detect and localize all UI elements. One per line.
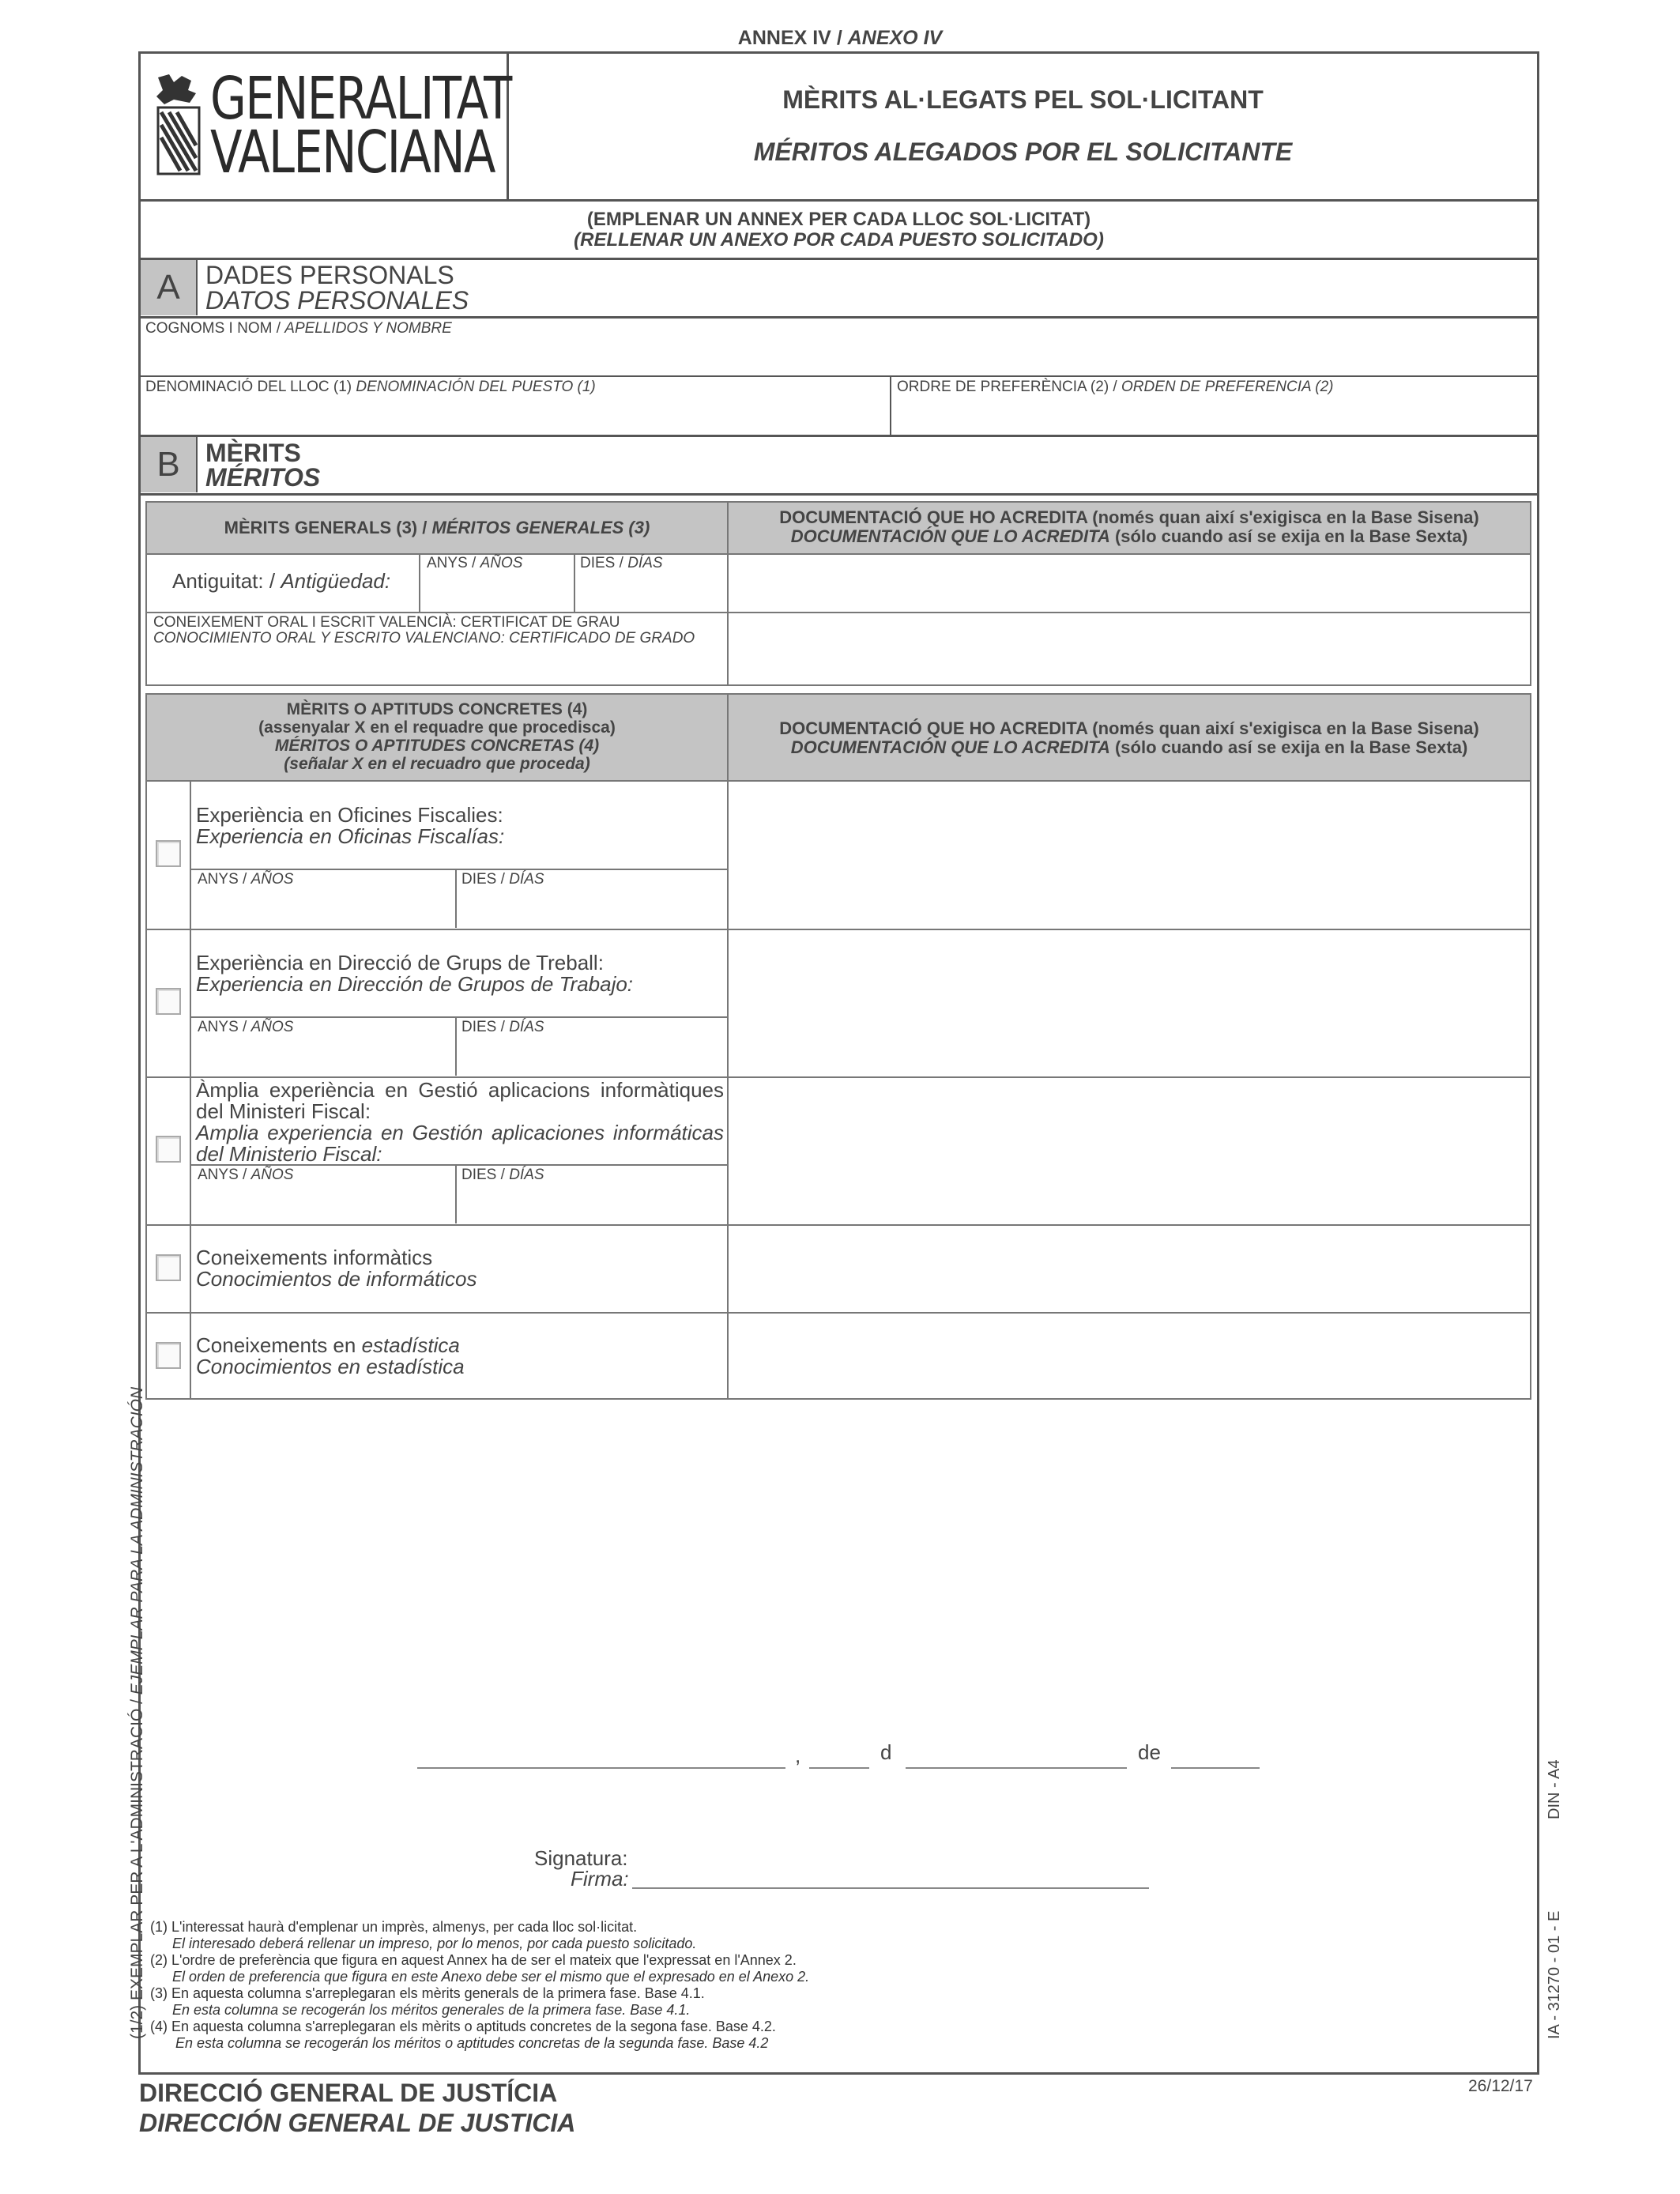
day-field[interactable] bbox=[809, 1767, 869, 1769]
antiguitat-years-field[interactable] bbox=[420, 572, 572, 610]
year-field[interactable] bbox=[1171, 1767, 1260, 1769]
divider bbox=[190, 1016, 727, 1018]
merit-item-3-days-label: DIES / DÍAS bbox=[461, 1167, 544, 1183]
post-field[interactable] bbox=[141, 398, 887, 433]
footnote-1: (1) L'interessat haurà d'emplenar un imprès, almenys, per cada lloc sol·licitat. El interesado deberá rellenar un impreso, por lo menos, por cada puesto solicitado. bbox=[150, 1919, 697, 1951]
divider bbox=[138, 258, 1539, 260]
divider bbox=[138, 199, 1539, 202]
antiguitat-doc-field[interactable] bbox=[729, 555, 1530, 610]
logo-line-2: VALENCIANA bbox=[210, 119, 495, 187]
merit-item-4-doc-field[interactable] bbox=[729, 1226, 1530, 1311]
antiguitat-days-label: DIES / DÍAS bbox=[580, 555, 663, 571]
name-field[interactable] bbox=[141, 340, 1537, 375]
section-b-title-ca: MÈRITS bbox=[205, 439, 301, 467]
divider bbox=[138, 435, 1539, 437]
order-field-label: ORDRE DE PREFERÈNCIA (2) / ORDEN DE PREFERENCIA (2) bbox=[897, 379, 1334, 395]
order-field[interactable] bbox=[893, 398, 1537, 433]
antiguitat-years-label: ANYS / AÑOS bbox=[427, 555, 523, 571]
merit-item-3-years-field[interactable] bbox=[191, 1184, 454, 1222]
footnotes bbox=[150, 1919, 809, 2052]
section-b-letter: B bbox=[141, 437, 196, 492]
valencia-doc-field[interactable] bbox=[729, 613, 1530, 684]
logo-line-1: GENERALITAT bbox=[210, 65, 511, 133]
merit-item-2-doc-field[interactable] bbox=[729, 930, 1530, 1075]
date-comma: , bbox=[795, 1744, 801, 1767]
merit-item-2-years-label: ANYS / AÑOS bbox=[198, 1019, 294, 1035]
signature-label-ca: Signatura: bbox=[534, 1846, 628, 1870]
antiguitat-label: Antiguitat: / Antigüedad: bbox=[172, 569, 391, 593]
divider bbox=[190, 869, 727, 870]
form-date-code: 26/12/17 bbox=[1468, 2077, 1533, 2095]
merit-item-1-years-field[interactable] bbox=[191, 888, 454, 926]
date-de: de bbox=[1138, 1740, 1161, 1764]
merit-item-2-years-field[interactable] bbox=[191, 1036, 454, 1074]
side-copy-label: (1/2) EXEMPLAR PER A L'ADMINISTRACIÓ / EJEMPLAR PARA LA ADMINISTRACIÓN bbox=[128, 1386, 146, 2039]
instruction-ca: (EMPLENAR UN ANNEX PER CADA LLOC SOL·LICITAT) bbox=[586, 209, 1091, 230]
merit-item-3-days-field[interactable] bbox=[457, 1184, 725, 1222]
merit-item-1-years-label: ANYS / AÑOS bbox=[198, 871, 294, 888]
antiguitat-days-field[interactable] bbox=[575, 572, 725, 610]
documentation-header-2: DOCUMENTACIÓ QUE HO ACREDITA (només quan així s'exigisca en la Base Sisena) DOCUMENTACIÓN QUE LO ACREDITA (sólo cuando así se exija en la Base Sexta) bbox=[779, 718, 1479, 757]
footnote-3: (3) En aquesta columna s'arreplegaran els mèrits generals de la primera fase. Base 4.1. En esta columna se recogerán los méritos generales de la primera fase. Base 4.1. bbox=[150, 1985, 705, 2018]
signature-field[interactable] bbox=[632, 1887, 1149, 1889]
divider bbox=[190, 780, 191, 1400]
merit-item-3-years-label: ANYS / AÑOS bbox=[198, 1167, 294, 1183]
footnote-2: (2) L'ordre de preferència que figura en aquest Annex ha de ser el mateix que l'expressat en l'Annex 2. El orden de preferencia que figura en este Anexo debe ser el mismo que el expresado en el Anexo 2. bbox=[150, 1952, 810, 1985]
valencia-label: CONEIXEMENT ORAL I ESCRIT VALENCIÀ: CERTIFICAT DE GRAU CONOCIMIENTO ORAL Y ESCRITO VALENCIANO: CERTIFICADO DE GRADO bbox=[153, 614, 695, 647]
merit-item-2-days-label: DIES / DÍAS bbox=[461, 1019, 544, 1035]
concrete-merits-header-label: MÈRITS O APTITUDS CONCRETES (4) (assenyalar X en el requadre que procedisca) MÉRITOS O APTITUDES CONCRETAS (4) (señalar X en el recuadro que proceda) bbox=[258, 700, 616, 773]
merit-item-3-doc-field[interactable] bbox=[729, 1078, 1530, 1223]
form-code: IA - 31270 - 01 - E bbox=[1546, 1910, 1563, 2039]
section-a-letter: A bbox=[141, 260, 196, 315]
instruction-es: (RELLENAR UN ANEXO POR CADA PUESTO SOLICITADO) bbox=[574, 229, 1104, 251]
divider bbox=[196, 260, 198, 315]
footer-department-ca: DIRECCIÓ GENERAL DE JUSTÍCIA bbox=[139, 2079, 558, 2107]
divider bbox=[190, 1164, 727, 1166]
merit-item-5-label: Coneixements en estadística Conocimientos en estadística bbox=[196, 1333, 465, 1378]
name-field-label: COGNOMS I NOM / APELLIDOS Y NOMBRE bbox=[145, 320, 452, 337]
merit-item-3-label: Àmplia experiència en Gestió aplicacions informàtiques del Ministeri Fiscal: Amplia experiencia en Gestión aplicaciones informáticas del Ministerio Fiscal: bbox=[196, 1078, 724, 1166]
merit-item-2-days-field[interactable] bbox=[457, 1036, 725, 1074]
merit-checkbox-5[interactable] bbox=[156, 1342, 181, 1369]
merit-checkbox-2[interactable] bbox=[156, 988, 181, 1015]
merit-checkbox-4[interactable] bbox=[156, 1254, 181, 1281]
logo bbox=[150, 65, 511, 187]
divider bbox=[138, 493, 1539, 496]
general-merits-header-label: MÈRITS GENERALS (3) / MÉRITOS GENERALES (3) bbox=[224, 518, 650, 537]
month-field[interactable] bbox=[906, 1767, 1127, 1769]
divider bbox=[138, 375, 1539, 377]
merit-item-2-label: Experiència en Direcció de Grups de Treball: Experiencia en Dirección de Grupos de Trabajo: bbox=[196, 951, 634, 996]
divider bbox=[138, 316, 1539, 319]
section-a-title-ca: DADES PERSONALS bbox=[205, 261, 454, 289]
date-d: d bbox=[880, 1740, 892, 1764]
place-field[interactable] bbox=[417, 1767, 785, 1769]
form-title-es: MÉRITOS ALEGADOS POR EL SOLICITANTE bbox=[753, 138, 1293, 166]
divider bbox=[890, 375, 891, 435]
section-a-title-es: DATOS PERSONALES bbox=[205, 286, 469, 315]
post-field-label: DENOMINACIÓ DEL LLOC (1) DENOMINACIÓN DEL PUESTO (1) bbox=[145, 379, 596, 395]
signature-label-es: Firma: bbox=[571, 1867, 629, 1891]
paper-size-label: DIN - A4 bbox=[1546, 1759, 1563, 1819]
divider bbox=[196, 437, 198, 492]
footnote-4: (4) En aquesta columna s'arreplegaran els mèrits o aptituds concretes de la segona fase. Base 4.2. En esta columna se recogerán los méritos o aptitudes concretas de la segunda fase. Base 4.2 bbox=[150, 2019, 776, 2051]
documentation-header-1: DOCUMENTACIÓ QUE HO ACREDITA (només quan així s'exigisca en la Base Sisena) DOCUMENTACIÓN QUE LO ACREDITA (sólo cuando así se exija en la Base Sexta) bbox=[779, 507, 1479, 546]
form-title-ca: MÈRITS AL·LEGATS PEL SOL·LICITANT bbox=[782, 85, 1264, 114]
section-b-title-es: MÉRITOS bbox=[205, 463, 321, 492]
coat-of-arms-icon bbox=[150, 73, 207, 177]
merit-item-1-label: Experiència en Oficines Fiscalies: Experiencia en Oficinas Fiscalías: bbox=[196, 803, 505, 848]
merit-item-1-days-field[interactable] bbox=[457, 888, 725, 926]
merit-item-4-label: Coneixements informàtics Conocimientos de informáticos bbox=[196, 1246, 477, 1291]
merit-checkbox-3[interactable] bbox=[156, 1136, 181, 1163]
footer-department-es: DIRECCIÓN GENERAL DE JUSTICIA bbox=[139, 2109, 576, 2137]
annex-title: ANNEX IV / ANEXO IV bbox=[737, 27, 943, 49]
merit-item-5-doc-field[interactable] bbox=[729, 1314, 1530, 1398]
merit-item-1-days-label: DIES / DÍAS bbox=[461, 871, 544, 888]
merit-item-1-doc-field[interactable] bbox=[729, 782, 1530, 927]
merit-checkbox-1[interactable] bbox=[156, 840, 181, 867]
